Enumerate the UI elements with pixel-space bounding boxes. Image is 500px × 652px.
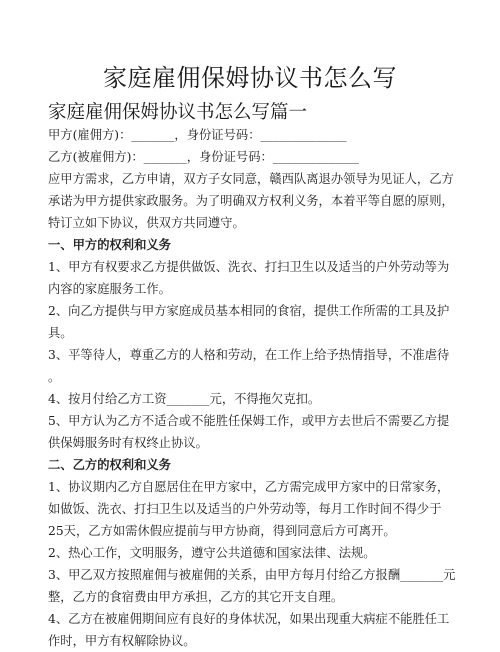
clause-line: 具。 (48, 326, 73, 340)
clause-line: 内容的家庭服务工作。 (48, 282, 171, 296)
section-heading-party-b: 二、乙方的权利和义务 (48, 457, 171, 472)
clause-line: 整，乙方的食宿费由甲方承担，乙方的其它开支自理。 (48, 590, 344, 604)
clause-line: 1、甲方有权要求乙方提供做饭、洗衣、打扫卫生以及适当的户外劳动等为 (48, 260, 450, 274)
party-b-line: 乙方(被雇佣方)：_______，身份证号码：______________ (48, 150, 359, 164)
party-a-line: 甲方(雇佣方)：_______，身份证号码：______________ (48, 128, 347, 142)
document-title: 家庭雇佣保姆协议书怎么写 (103, 64, 397, 92)
clause-line: 1、协议期内乙方自愿居住在甲方家中，乙方需完成甲方家中的日常家务， (48, 480, 450, 494)
clause-line: 。 (48, 370, 61, 384)
preamble-line: 应甲方需求，乙方申请，双方子女同意，赣西队离退办领导为见证人，乙方 (48, 172, 454, 186)
document-subtitle: 家庭雇佣保姆协议书怎么写篇一 (48, 102, 308, 123)
preamble-line: 承诺为甲方提供家政服务。为了明确双方权利义务，本着平等自愿的原则， (48, 194, 454, 208)
clause-line: 5、甲方认为乙方不适合或不能胜任保姆工作，或甲方去世后不需要乙方提 (48, 414, 450, 428)
clause-line: 如做饭、洗衣、打扫卫生以及适当的户外劳动等，每月工作时间不得少于 (48, 502, 442, 516)
clause-line: 4、按月付给乙方工资_______元，不得拖欠克扣。 (48, 392, 321, 406)
clause-line: 作时，甲方有权解除协议。 (48, 634, 196, 648)
section-heading-party-a: 一、甲方的权利和义务 (48, 237, 171, 252)
clause-line: 供保姆服务时有权终止协议。 (48, 436, 208, 450)
clause-line: 2、向乙方提供与甲方家庭成员基本相同的食宿，提供工作所需的工具及护 (48, 304, 450, 318)
preamble-line: 特订立如下协议，供双方共同遵守。 (48, 216, 245, 230)
clause-line: 25天，乙方如需休假应提前与甲方协商，得到同意后方可离开。 (48, 524, 396, 538)
clause-line: 3、平等待人，尊重乙方的人格和劳动，在工作上给予热情指导，不准虐待 (48, 348, 450, 362)
clause-line: 4、乙方在被雇佣期间应有良好的身体状况，如果出现重大病症不能胜任工 (48, 612, 450, 626)
clause-line: 3、甲乙双方按照雇佣与被雇佣的关系，由甲方每月付给乙方报酬_______元 (48, 568, 456, 582)
clause-line: 2、热心工作，文明服务，遵守公共道德和国家法律、法规。 (48, 546, 376, 560)
document-body (48, 124, 458, 652)
